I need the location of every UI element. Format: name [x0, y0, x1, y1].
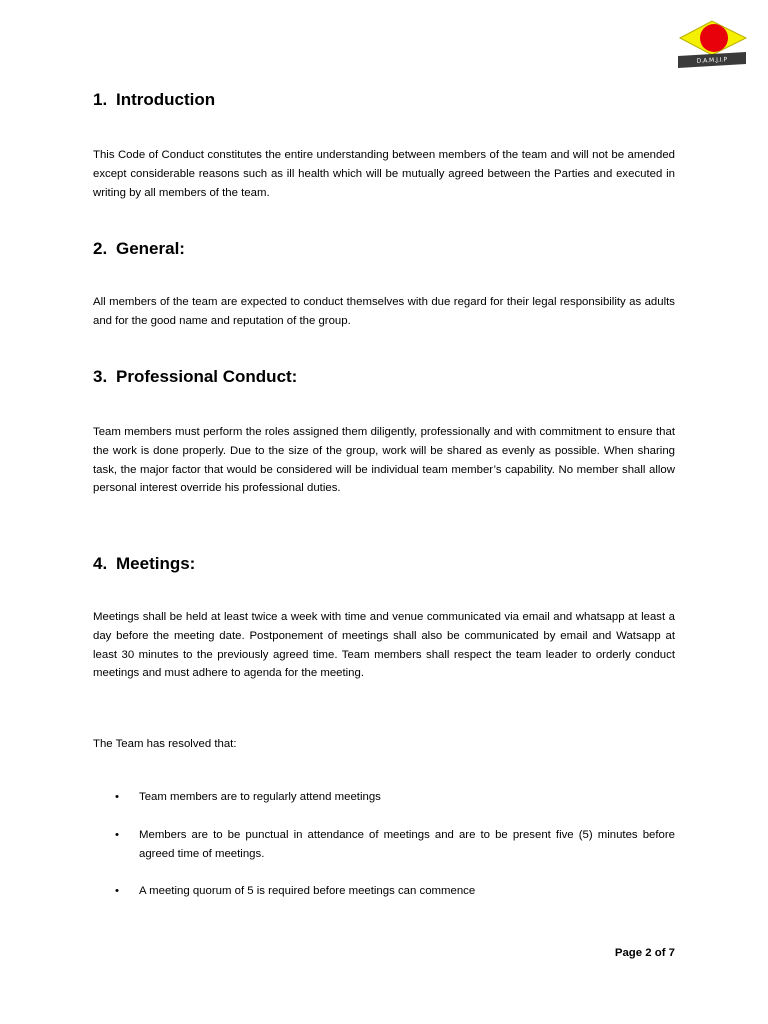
list-item-text: Team members are to regularly attend meetings: [139, 791, 381, 803]
section-number: 3.: [93, 367, 108, 386]
section-title: General:: [116, 239, 185, 258]
bullet-icon: •: [115, 885, 119, 898]
section-body-general: All members of the team are expected to conduct themselves with due regard for their legal responsibility as adults and for the good name and reputation of the group.: [93, 296, 675, 327]
list-item: [93, 826, 675, 864]
section-heading-professional-conduct: [93, 365, 297, 389]
damjip-logo: [676, 18, 748, 74]
section-body-meetings: Meetings shall be held at least twice a week with time and venue communicated via email and whatsapp at least a day before the meeting date. Postponement of meetings shall also be communicated by email and Watsapp at least 30 minutes to the previously agreed time. Team members shall respect the team leader to orderly conduct meetings and must adhere to agenda for the meeting.: [93, 611, 675, 680]
logo-circle: [700, 24, 728, 52]
list-item-text: A meeting quorum of 5 is required before meetings can commence: [139, 885, 476, 898]
section-number: 1.: [93, 90, 108, 109]
section-body-professional-conduct: Team members must perform the roles assigned them diligently, professionally and with commitment to ensure that the work is done properly. Due to the size of the group, work will be shared as evenly as possible. When sharing task, the major factor that would be considered will be individual team member’s capability. No member shall allow personal interest override his professional duties.: [93, 426, 675, 495]
logo-caption: D.A.M.J.I.P: [696, 56, 728, 65]
section-body-introduction: This Code of Conduct constitutes the entire understanding between members of the team and will not be amended except considerable reasons such as ill health which will be mutually agreed between the Parties and executed in writing by all members of the team.: [93, 149, 675, 199]
bullet-icon: •: [115, 791, 119, 803]
resolution-list: [93, 788, 675, 901]
section-heading-general: [93, 237, 185, 261]
section-number: 4.: [93, 554, 108, 573]
section-heading-introduction: [93, 88, 215, 112]
page-number: Page 2 of 7: [614, 947, 675, 959]
list-item: [93, 788, 675, 807]
list-item-text: Members are to be punctual in attendance of meetings and are to be present five (5) minutes before agreed time of meetings.: [139, 828, 675, 860]
section-title: Professional Conduct:: [116, 367, 298, 386]
resolved-intro: The Team has resolved that:: [93, 738, 237, 750]
section-title: Introduction: [116, 90, 216, 109]
list-item: [93, 882, 675, 901]
section-heading-meetings: [93, 552, 195, 576]
bullet-icon: •: [115, 828, 119, 841]
section-number: 2.: [93, 239, 108, 258]
section-title: Meetings:: [116, 554, 196, 573]
